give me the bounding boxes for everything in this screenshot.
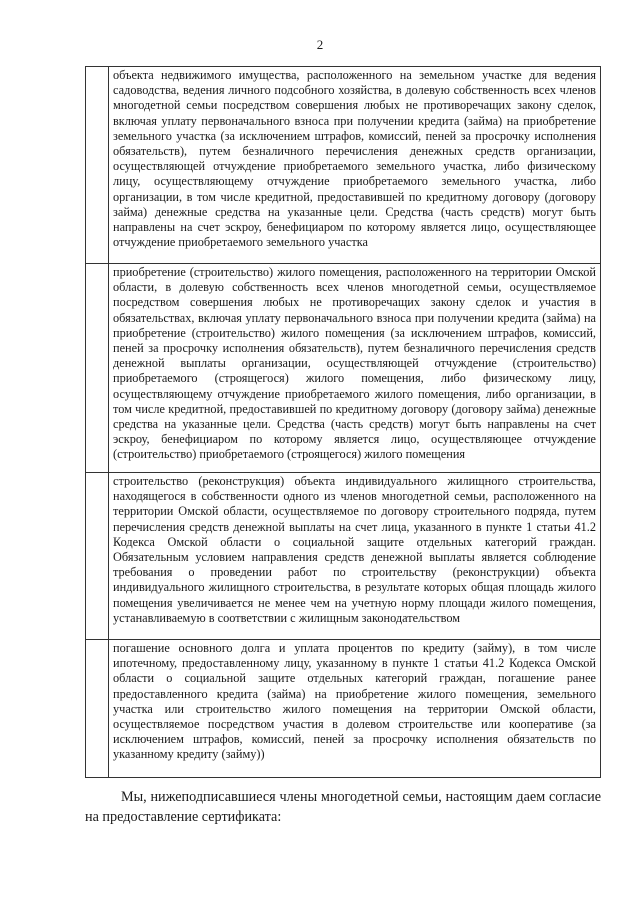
option-description-cell xyxy=(109,67,601,264)
option-description-cell xyxy=(109,473,601,640)
consent-statement: Мы, нижеподписавшиеся члены многодетной семьи, настоящим даем согласие на предоставление сертификата: xyxy=(85,789,601,825)
purpose-options-table xyxy=(85,66,601,778)
table-row xyxy=(86,640,601,778)
table-row xyxy=(86,473,601,640)
option-checkbox-cell[interactable] xyxy=(86,473,109,640)
option-description: погашение основного долга и уплата процентов по кредиту (займу), в том числе ипотечному, предоставленному лицу, указанному в пункте 1 статьи 41.2 Кодекса Омской области о социальной защите отдельных категорий граждан, погашение ранее предоставленного кредита (займа) на приобретение жилого помещения, земельного участка или строительство жилого помещения на территории Омской области, осуществляемое посредством участия в долевом строительстве или кооперативе (за исключением штрафов, комиссий, пеней за просрочку исполнения обязательств по указанному кредиту (займу)) xyxy=(113,641,596,762)
option-description-cell xyxy=(109,264,601,473)
option-checkbox-cell[interactable] xyxy=(86,67,109,264)
table-row xyxy=(86,67,601,264)
option-description: строительство (реконструкция) объекта индивидуального жилищного строительства, находящегося в собственности одного из членов многодетной семьи, расположенного на территории Омской области, осуществляемое по договору строительного подряда, путем перечисления средств денежной выплаты на счет лица, указанного в пункте 1 статьи 41.2 Кодекса Омской области о социальной защите отдельных категорий граждан. Обязательным условием направления средств денежной выплаты является соблюдение требования о проведении работ по строительству (реконструкции) объекта индивидуального жилищного строительства, в результате которых общая площадь жилого помещения увеличивается не менее чем на учетную норму площади жилого помещения, устанавливаемую в соответствии с жилищным законодательством xyxy=(113,474,596,625)
option-description-cell xyxy=(109,640,601,778)
table-row xyxy=(86,264,601,473)
option-checkbox-cell[interactable] xyxy=(86,264,109,473)
option-description: объекта недвижимого имущества, расположенного на земельном участке для ведения садоводства, ведения личного подсобного хозяйства, в долевую собственность всех членов многодетной семьи посредством совершения любых не противоречащих закону сделок, включая уплату первоначального взноса при получении кредита (займа) на приобретение земельного участка (за исключением штрафов, комиссий, пеней за просрочку исполнения обязательств), путем безналичного перечисления денежных средств организации, осуществляющей отчуждение приобретаемого земельного участка, либо физическому лицу, осуществляющему отчуждение приобретаемого земельного участка, либо организации, в том числе кредитной, предоставившей по кредитному договору (договору займа) денежные средства на указанные цели. Средства (часть средств) могут быть направлены на счет эскроу, бенефициаром по которому является лицо, осуществляющее отчуждение приобретаемого земельного участка xyxy=(113,68,596,250)
option-description: приобретение (строительство) жилого помещения, расположенного на территории Омской области, в долевую собственность всех членов многодетной семьи, осуществляемое посредством совершения любых не противоречащих закону сделок и участия в обязательствах, включая уплату первоначального взноса при получении кредита (займа) на приобретение (строительство) жилого помещения (за исключением штрафов, комиссий, пеней за просрочку исполнения обязательств), путем безналичного перечисления средств денежной выплаты организации, осуществляющей отчуждение (строительство) приобретаемого (строящегося) жилого помещения, либо физическому лицу, осуществляющему отчуждение приобретаемого жилого помещения, либо организации, в том числе кредитной, предоставившей по кредитному договору (договору займа) денежные средства на указанные цели. Средства (часть средств) могут быть направлены на счет эскроу, бенефициаром по которому является лицо, осуществляющее отчуждение (строительство) приобретаемого (строящегося) жилого помещения xyxy=(113,265,596,462)
option-checkbox-cell[interactable] xyxy=(86,640,109,778)
page-number: 2 xyxy=(316,37,324,52)
